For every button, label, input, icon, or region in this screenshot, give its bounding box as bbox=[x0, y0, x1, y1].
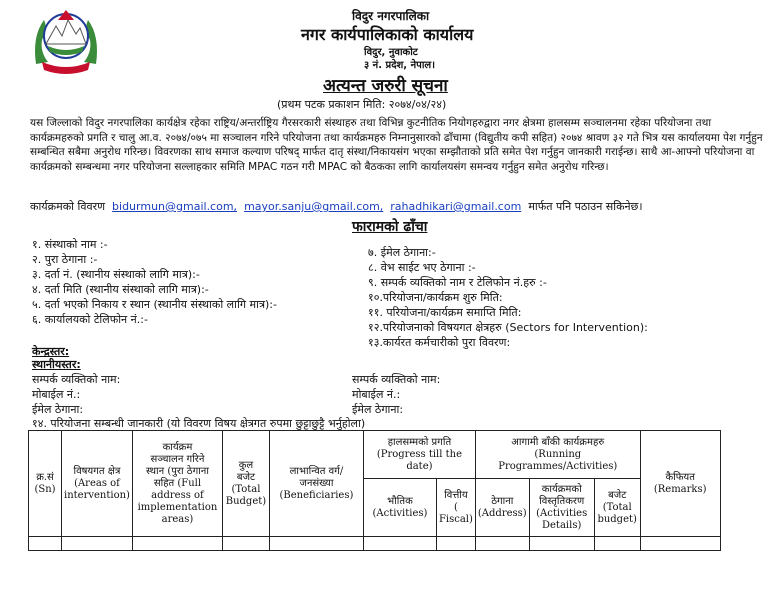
col-rem-budget: बजेट (Total budget) bbox=[594, 479, 640, 537]
empty-cell[interactable] bbox=[222, 537, 269, 551]
empty-cell[interactable] bbox=[62, 537, 133, 551]
form-title: फारामको ढाँचा bbox=[352, 219, 428, 235]
empty-cell[interactable] bbox=[436, 537, 475, 551]
email-prefix: कार्यक्रमको विवरण bbox=[30, 200, 106, 213]
empty-cell[interactable] bbox=[29, 537, 62, 551]
municipality-name: विदुर नगरपालिका bbox=[352, 9, 430, 23]
empty-cell[interactable] bbox=[363, 537, 436, 551]
empty-cell[interactable] bbox=[475, 537, 529, 551]
table-row bbox=[29, 537, 721, 551]
col-area: विषयगत क्षेत्र (Areas of intervention) bbox=[62, 431, 133, 537]
contact-right-mobile: मोबाईल नं.: bbox=[352, 388, 401, 401]
col-remaining: आगामी बाँकी कार्यक्रमहरु (Running Programmes/Activities) bbox=[475, 431, 640, 479]
field-contact-person: ९. सम्पर्क व्यक्तिको नाम र टेलिफोन नं.हरु :- bbox=[368, 276, 547, 289]
field-website: ८. वेभ साईट भए ठेगाना :- bbox=[368, 261, 476, 274]
central-level-label: केन्द्रस्तर: bbox=[32, 345, 70, 358]
field-office-phone: ६. कार्यालयको टेलिफोन नं.:- bbox=[32, 313, 148, 326]
empty-cell[interactable] bbox=[132, 537, 222, 551]
empty-cell[interactable] bbox=[269, 537, 363, 551]
col-details: कार्यक्रमको विस्तृतिकरण (Activities Details) bbox=[529, 479, 594, 537]
field-email: ७. ईमेल ठेगाना:- bbox=[368, 246, 436, 259]
local-level-label: स्थानीयस्तर: bbox=[32, 358, 81, 371]
office-province: ३ नं. प्रदेश, नेपाल। bbox=[364, 60, 435, 71]
empty-cell[interactable] bbox=[640, 537, 720, 551]
notice-paragraph: यस जिल्लाको विदुर नगरपालिका कार्यक्षेत्र रहेका राष्ट्रिय/अन्तर्राष्ट्रिय गैरसरकारी संस्थाहरु तथा विभिन्न कुटनीतिक नियोगहरुद्वारा नगर क्षेत्रमा हालसम्म सञ्चालनमा रहेका परियोजना तथा कार्यक्रमहरुको प्रगति र चालु आ.व. २०७४/०७५ मा सञ्चालन गरिने परियोजना तथा कार्यक्रमहरु निम्नानुसारको ढाँचामा (विद्युतीय कपी सहित) २०७४ श्रावण ३२ गते भित्र यस कार्यालयमा पेश गर्नुहुन सम्बन्धित सबैमा अनुरोध गरिन्छ। विवरणका साथ समाज कल्याण परिषद् मार्फत दातृ संस्था/निकायसंग भएका सम्झौताको प्रति समेत पेश गर्नुहुन जानकारी गराईन्छ। साथै आ-आफ्नो परियोजना वा कार्यक्रमको सम्बन्धमा नगर परियोजना सल्लाहकार समिति MPAC गठन गरी MPAC को बैठकका लागि कार्यालयसंग समन्वय गर्नुहुन समेत अनुरोध गरिन्छ। bbox=[30, 117, 763, 173]
email-link-rahadhikari[interactable]: rahadhikari@gmail.com bbox=[390, 200, 522, 213]
col-financial: वित्तीय ( Fiscal) bbox=[436, 479, 475, 537]
nepal-emblem-icon bbox=[28, 6, 104, 76]
email-suffix: मार्फत पनि पठाउन सकिनेछ। bbox=[528, 200, 643, 213]
project-info-label: १४. परियोजना सम्बन्धी जानकारी (यो विवरण विषय क्षेत्रगत रुपमा छुट्टाछुट्टै भर्नुहोला) bbox=[32, 417, 366, 430]
field-sectors: १२.परियोजनाको विषयगत क्षेत्रहरु (Sectors for Intervention): bbox=[368, 321, 648, 334]
contact-right-name: सम्पर्क व्यक्तिको नाम: bbox=[352, 373, 441, 386]
contact-left-mobile: मोबाईल नं.: bbox=[32, 388, 81, 401]
col-progress: हालसम्मको प्रगति (Progress till the date) bbox=[363, 431, 475, 479]
contact-right-email: ईमेल ठेगाना: bbox=[352, 403, 404, 416]
field-reg-number: ३. दर्ता नं. (स्थानीय संस्थाको लागि मात्र):- bbox=[32, 268, 200, 281]
notice-title: अत्यन्त जरुरी सूचना bbox=[323, 76, 448, 96]
contact-left-email: ईमेल ठेगाना: bbox=[32, 403, 84, 416]
field-reg-office: ५. दर्ता भएको निकाय र स्थान (स्थानीय संस्थाको लागि मात्र):- bbox=[32, 298, 277, 311]
publish-date: (प्रथम पटक प्रकाशन मिति: २०७४/०४/२४) bbox=[277, 98, 447, 111]
field-end-date: ११. परियोजना/कार्यक्रम समाप्ति मिति: bbox=[368, 306, 522, 319]
email-line bbox=[30, 200, 643, 213]
contact-left-name: सम्पर्क व्यक्तिको नाम: bbox=[32, 373, 121, 386]
col-location: कार्यक्रम सञ्चालन गरिने स्थान (पुरा ठेगाना सहित (Full address of implementation areas) bbox=[132, 431, 222, 537]
field-org-name: १. संस्थाको नाम :- bbox=[32, 238, 108, 251]
empty-cell[interactable] bbox=[529, 537, 594, 551]
office-location: विदुर, नुवाकोट bbox=[364, 47, 418, 58]
field-staff-details: १३.कार्यरत कर्मचारीको पुरा विवरण: bbox=[368, 336, 511, 349]
col-sn: क्र.सं (Sn) bbox=[29, 431, 62, 537]
field-reg-date: ४. दर्ता मिति (स्थानीय संस्थाको लागि मात्र):- bbox=[32, 283, 209, 296]
col-budget: कुल बजेट (Total Budget) bbox=[222, 431, 269, 537]
field-start-date: १०.परियोजना/कार्यक्रम शुरु मिति: bbox=[368, 291, 503, 304]
email-link-mayor[interactable]: mayor.sanju@gmail.com, bbox=[244, 200, 384, 213]
col-beneficiaries: लाभान्वित वर्ग/ जनसंख्या (Beneficiaries) bbox=[269, 431, 363, 537]
empty-cell[interactable] bbox=[594, 537, 640, 551]
col-remarks: कैफियत (Remarks) bbox=[640, 431, 720, 537]
col-address: ठेगाना (Address) bbox=[475, 479, 529, 537]
project-info-table bbox=[28, 430, 721, 551]
office-name: नगर कार्यपालिकाको कार्यालय bbox=[301, 25, 474, 44]
col-physical: भौतिक (Activities) bbox=[363, 479, 436, 537]
email-link-bidurmun[interactable]: bidurmun@gmail.com, bbox=[112, 200, 238, 213]
field-full-address: २. पुरा ठेगाना :- bbox=[32, 253, 98, 266]
